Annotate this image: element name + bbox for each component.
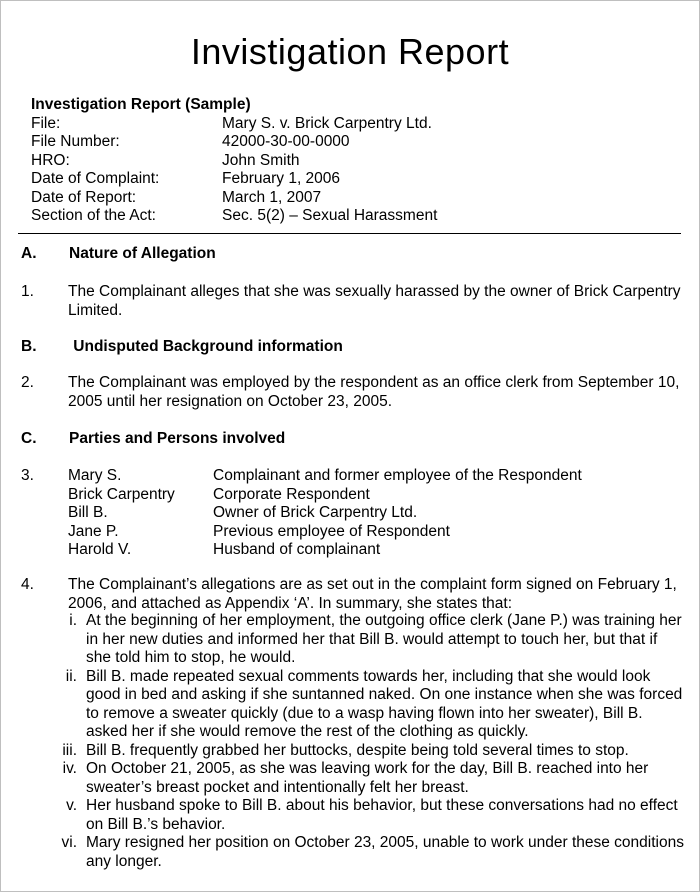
- section-letter: B.: [21, 338, 37, 355]
- list-item-text: On October 21, 2005, as she was leaving work for the day, Bill B. reached into her sweater’s breast pocket and intentionally felt her breast.: [86, 760, 649, 796]
- party-role: Complainant and former employee of the Respondent: [213, 467, 582, 484]
- header-heading: Investigation Report (Sample): [31, 96, 251, 113]
- list-item-number: vi.: [61, 834, 77, 851]
- list-item: [40, 742, 686, 761]
- section-heading-a: [21, 245, 216, 264]
- header-value: March 1, 2007: [222, 188, 322, 206]
- header-value: John Smith: [222, 151, 300, 169]
- section-title: Undisputed Background information: [69, 338, 343, 355]
- header-value: Sec. 5(2) – Sexual Harassment: [222, 207, 438, 224]
- list-item-number: i.: [69, 612, 77, 629]
- party-row: [68, 486, 582, 505]
- parties-list: [68, 467, 582, 560]
- list-item-text: Bill B. frequently grabbed her buttocks, despite being told several times to stop.: [86, 741, 629, 759]
- list-item: [40, 834, 686, 871]
- header-row-file: [31, 115, 671, 134]
- party-name: Brick Carpentry: [68, 485, 175, 503]
- list-item-text: Her husband spoke to Bill B. about his behavior, but these conversations had no effect on Bill B.’s behavior.: [86, 797, 678, 833]
- party-name: Jane P.: [68, 522, 119, 540]
- header-value: Mary S. v. Brick Carpentry Ltd.: [222, 114, 432, 132]
- paragraph-2: [21, 374, 686, 411]
- header-row-section-of-act: [31, 207, 671, 226]
- header-label: Date of Complaint:: [31, 170, 160, 187]
- party-name: Harold V.: [68, 541, 132, 558]
- document-title: Invistigation Report: [190, 31, 510, 72]
- header-label: HRO:: [31, 151, 70, 169]
- header-value: February 1, 2006: [222, 170, 341, 187]
- section-letter: A.: [21, 245, 37, 262]
- header-label: File Number:: [31, 133, 120, 150]
- paragraph-number: 2.: [21, 374, 34, 391]
- list-item: [40, 668, 686, 742]
- paragraph-text: The Complainant alleges that she was sexually harassed by the owner of Brick Carpentry Limited.: [68, 283, 681, 319]
- section-title: Nature of Allegation: [69, 245, 216, 262]
- header-row-date-of-complaint: [31, 170, 671, 189]
- list-item-number: v.: [66, 797, 77, 814]
- list-item-text: Mary resigned her position on October 23, 2005, unable to work under these conditions any longer.: [86, 834, 684, 870]
- header-label: File:: [31, 114, 61, 132]
- party-role: Corporate Respondent: [213, 485, 370, 503]
- party-role: Husband of complainant: [213, 541, 381, 558]
- party-name: Mary S.: [68, 467, 122, 484]
- list-item-text: At the beginning of her employment, the outgoing office clerk (Jane P.) was training her in her new duties and informed her that Bill B. would attempt to touch her, but that if she told him to stop, he would.: [86, 612, 682, 666]
- party-name: Bill B.: [68, 504, 108, 521]
- party-role: Owner of Brick Carpentry Ltd.: [213, 504, 418, 521]
- list-item: [40, 612, 686, 668]
- party-row: [68, 467, 582, 486]
- paragraph-text: The Complainant was employed by the respondent as an office clerk from September 10, 2005 until her resignation on October 23, 2005.: [68, 374, 680, 410]
- party-row: [68, 523, 582, 542]
- section-heading-c: [21, 430, 285, 449]
- paragraph-4: [21, 576, 686, 613]
- report-header: [31, 96, 671, 226]
- list-item: [40, 797, 686, 834]
- section-letter: C.: [21, 430, 37, 447]
- paragraph-number: 3.: [21, 467, 34, 484]
- section-title: Parties and Persons involved: [69, 430, 286, 447]
- paragraph-1: [21, 283, 686, 320]
- header-value: 42000-30-00-0000: [222, 133, 350, 150]
- party-row: [68, 541, 582, 560]
- header-row-hro: [31, 152, 671, 171]
- paragraph-number: 4.: [21, 576, 34, 593]
- allegations-list: [40, 612, 686, 871]
- list-item-number: iv.: [62, 760, 77, 777]
- horizontal-rule: [18, 233, 681, 234]
- header-label: Section of the Act:: [31, 207, 156, 224]
- paragraph-number: 1.: [21, 283, 34, 300]
- paragraph-text: The Complainant’s allegations are as set out in the complaint form signed on February 1, 2006, and attached as Appendix ‘A’. In summary, she states that:: [68, 576, 677, 612]
- list-item: [40, 760, 686, 797]
- paragraph-3: [21, 467, 61, 486]
- list-item-text: Bill B. made repeated sexual comments towards her, including that she would look good in bed and asking if she suntanned naked. On one instance when she was forced to remove a sweater quickly (due to a wasp having flown into her sweater), Bill B. asked her if she would remove the rest of the clothing as quickly.: [86, 667, 683, 740]
- header-row-date-of-report: [31, 189, 671, 208]
- list-item-number: ii.: [65, 667, 77, 685]
- header-row-file-number: [31, 133, 671, 152]
- party-row: [68, 504, 582, 523]
- list-item-number: iii.: [62, 741, 77, 759]
- section-heading-b: [21, 338, 343, 357]
- header-label: Date of Report:: [31, 188, 137, 206]
- party-role: Previous employee of Respondent: [213, 522, 450, 540]
